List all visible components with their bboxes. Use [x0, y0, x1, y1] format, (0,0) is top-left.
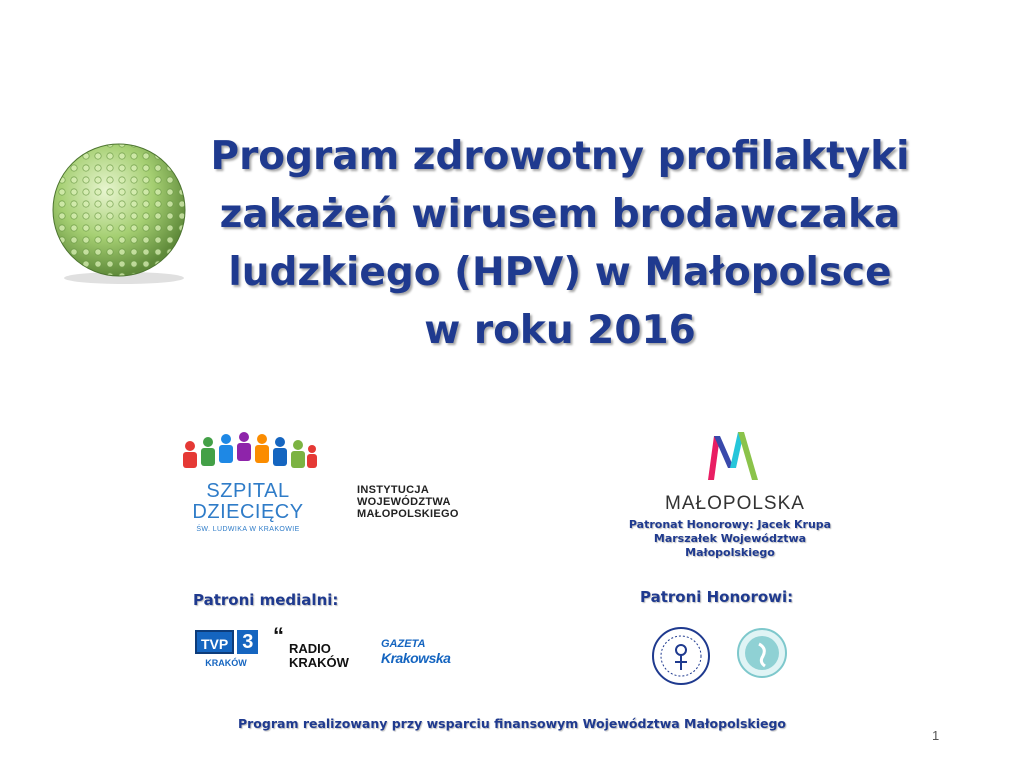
radio-line2: KRAKÓW — [289, 655, 349, 670]
instytucja-line: INSTYTUCJA — [357, 484, 430, 496]
tvp-city: KRAKÓW — [205, 658, 247, 668]
gazeta-line2: Krakowska — [381, 650, 451, 666]
honorary-patron-seal — [737, 628, 787, 678]
title-line: ludzkiego (HPV) w Małopolsce — [228, 250, 892, 295]
malopolska-logo — [650, 430, 820, 514]
instytucja-logo — [357, 484, 459, 520]
malopolska-m-icon — [650, 430, 820, 482]
radio-krakow-logo — [273, 623, 363, 674]
szpital-line2: DZIECIĘCY — [192, 501, 304, 523]
title-line: Program zdrowotny profilaktyki — [210, 134, 910, 179]
radio-quote-icon: “ — [273, 623, 284, 648]
patroni-medialni-label: Patroni medialni: — [193, 591, 339, 609]
szpital-subtitle: ŚW. LUDWIKA W KRAKOWIE — [196, 526, 300, 533]
szpital-logo — [178, 432, 318, 544]
title-line: w roku 2016 — [424, 308, 696, 353]
patronat-line1: Patronat Honorowy: Jacek Krupa — [628, 518, 832, 531]
instytucja-line: WOJEWÓDZTWA — [357, 496, 451, 508]
gazeta-krakowska-logo — [381, 638, 469, 670]
patronat-line2: Marszałek Województwa Małopolskiego — [653, 532, 807, 559]
page-number: 1 — [932, 728, 940, 743]
instytucja-line: MAŁOPOLSKIEGO — [357, 508, 459, 520]
patroni-honorowi-label: Patroni Honorowi: — [640, 588, 794, 606]
title-line: zakażeń wirusem brodawczaka — [219, 192, 901, 237]
footer-text: Program realizowany przy wsparciu finansowym Województwa Małopolskiego — [237, 716, 787, 731]
children-figures-icon — [178, 432, 318, 476]
slide-title — [180, 128, 940, 360]
szpital-line1: SZPITAL — [206, 480, 290, 502]
radio-line1: RADIO — [289, 641, 331, 656]
hpv-virus-image — [44, 138, 194, 288]
tvp3-logo — [195, 630, 257, 674]
patronat-text — [610, 518, 850, 560]
gynecology-society-seal — [651, 626, 711, 686]
gazeta-line1: GAZETA — [381, 638, 426, 650]
tvp-number: 3 — [237, 630, 258, 654]
tvp-brand: TVP — [195, 630, 234, 654]
malopolska-name: MAŁOPOLSKA — [665, 493, 805, 514]
